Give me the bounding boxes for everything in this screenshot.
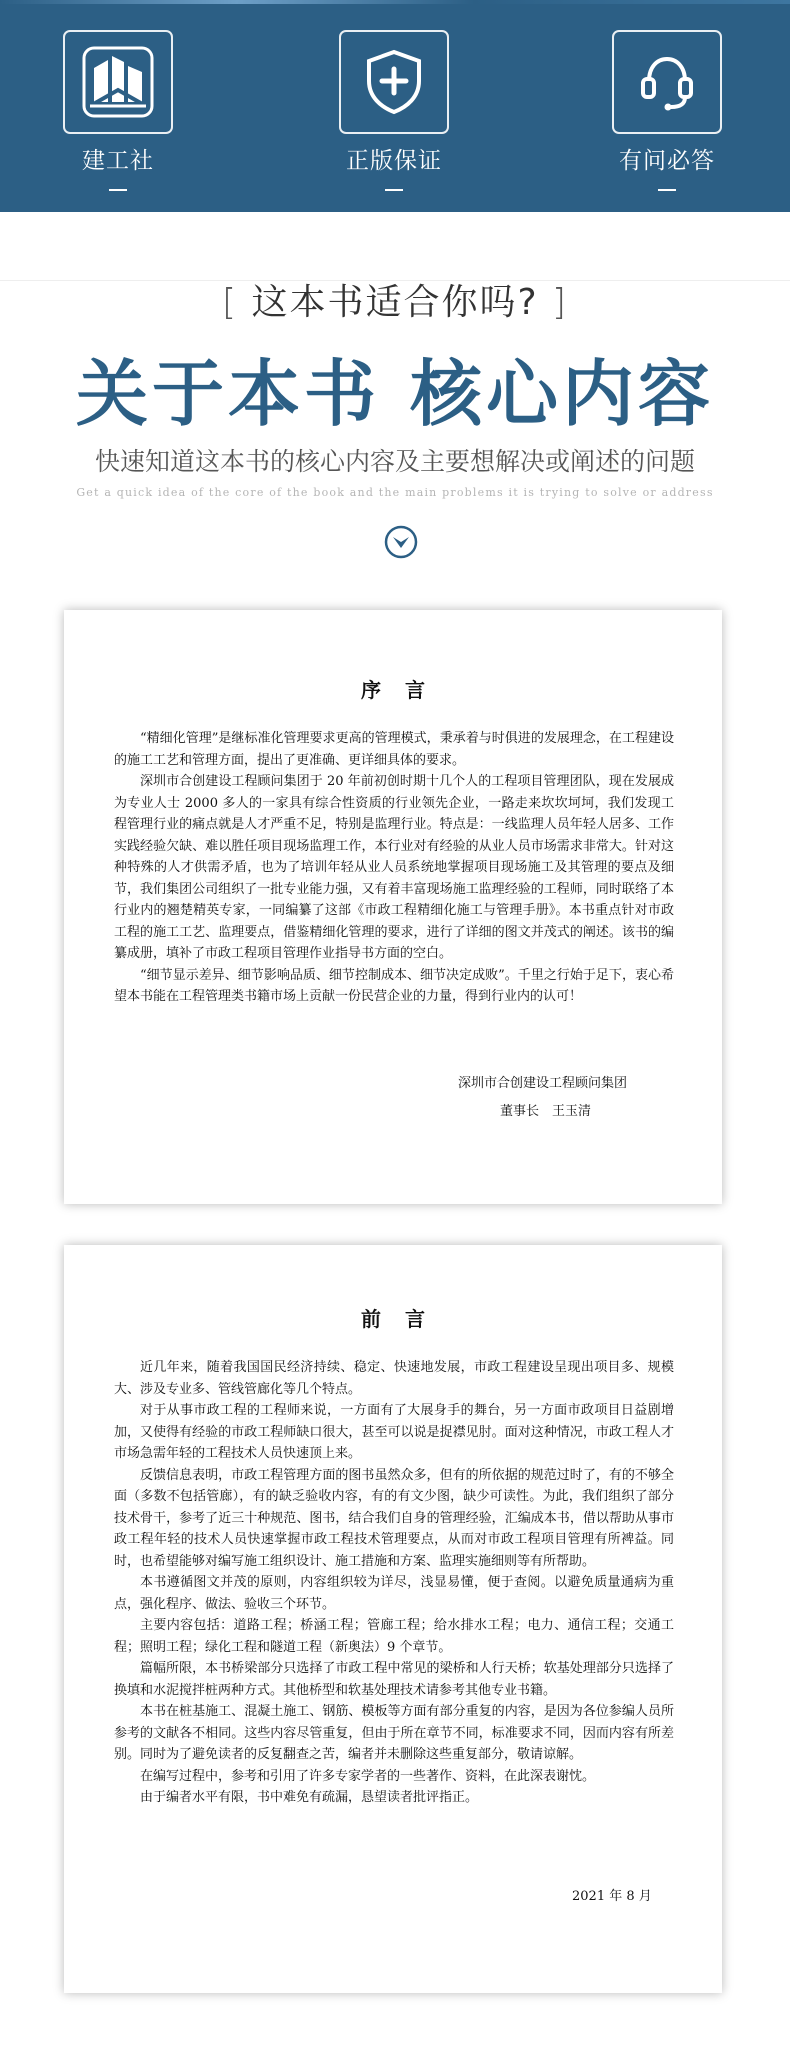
preface-title: 序言 (361, 678, 449, 702)
headset-icon (612, 30, 722, 134)
main-title-left: 关于本书 (75, 351, 380, 436)
feature-publisher (63, 30, 173, 191)
shield-plus-icon (339, 30, 449, 134)
foreword-paragraph: 本书在桩基施工、混凝土施工、钢筋、模板等方面有部分重复的内容，是因为各位参编人员所参考的文献各不相同。这些内容尽管重复，但由于所在章节不同，标准要求不同，因而内容有所差别。同时为了避免读者的反复翻查之苦，编者并未删除这些重复部分，敬请谅解。 (114, 1704, 674, 1762)
question-text: 这本书适合你吗? (251, 282, 539, 323)
feature-label: 建工社 (82, 148, 154, 174)
right-bracket: ] (538, 282, 569, 323)
foreword-page (64, 1245, 722, 1993)
banner-accent-line (0, 0, 790, 4)
foreword-paragraph: 对于从事市政工程的工程师来说，一方面有了大展身手的舞台，另一方面市政项目日益剧增加，又使得有经验的市政工程师缺口很大，甚至可以说是捉襟见肘。面对这种情况，市政工程人才市场急需年轻的工程技术人员快速顶上来。 (114, 1403, 674, 1461)
foreword-paragraph: 篇幅所限，本书桥梁部分只选择了市政工程中常见的梁桥和人行天桥；软基处理部分只选择了换填和水泥搅拌桩两种方式。其他桥型和软基处理技术请参考其他专业书籍。 (114, 1661, 674, 1698)
separator-band (0, 212, 790, 281)
subtitle-chinese: 快速知道这本书的核心内容及主要想解决或阐述的问题 (94, 447, 695, 476)
feature-label: 正版保证 (346, 148, 442, 174)
preface-paragraph: 深圳市合创建设工程顾问集团于 20 年前初创时期十几个人的工程项目管理团队，现在发展成为专业人士 2000 多人的一家具有综合性资质的行业领先企业，一路走来坎坎坷坷，我们发现工程管理行业的痛点就是人才严重不足，特别是监理行业。特点是：一线监理人员年轻人居多、工作实践经验欠缺、难以胜任项目现场监理工作，本行业对有经验的从业人员市场需求非常大。针对这种特殊的人才供需矛盾，也为了培训年轻从业人员系统地掌握项目现场施工及其管理的要点及细节，我们集团公司组织了一批专业能力强，又有着丰富现场施工监理经验的工程师，同时联络了本行业内的翘楚精英专家，一同编纂了这部《市政工程精细化施工与管理手册》。本书重点针对市政工程的施工工艺、监理要点，借鉴精细化管理的要求，进行了详细的图文并茂式的阐述。该书的编纂成册，填补了市政工程项目管理作业指导书方面的空白。 (114, 774, 674, 961)
main-title (0, 336, 790, 440)
foreword-paragraph: 近几年来，随着我国国民经济持续、稳定、快速地发展，市政工程建设呈现出项目多、规模大、涉及专业多、管线管廊化等几个特点。 (114, 1360, 674, 1397)
feature-genuine (339, 30, 449, 191)
chevron-down-icon (384, 525, 418, 559)
main-title-right: 核心内容 (410, 351, 715, 436)
feature-label: 有问必答 (619, 148, 715, 174)
foreword-body (114, 1357, 674, 1809)
foreword-paragraph: 主要内容包括：道路工程；桥涵工程；管廊工程；给水排水工程；电力、通信工程；交通工程；照明工程；绿化工程和隧道工程（新奥法）9 个章节。 (114, 1618, 674, 1655)
subtitle-english: Get a quick idea of the core of the book and the main problems it is trying to solve or address (76, 486, 714, 499)
foreword-paragraph: 在编写过程中，参考和引用了许多专家学者的一些著作、资料，在此深表谢忱。 (140, 1768, 596, 1784)
preface-signature-org: 深圳市合创建设工程顾问集团 (458, 1076, 628, 1091)
preface-signature-person: 董事长 王玉清 (500, 1104, 592, 1119)
left-bracket: [ (221, 282, 252, 323)
preface-paragraph: “精细化管理”是继标准化管理要求更高的管理模式，秉承着与时俱进的发展理念，在工程建设的施工工艺和管理方面，提出了更准确、更详细具体的要求。 (114, 731, 674, 768)
preface-paragraph: “细节显示差异、细节影响品质、细节控制成本、细节决定成败”。千里之行始于足下，衷心希望本书能在工程管理类书籍市场上贡献一份民营企业的力量，得到行业内的认可！ (114, 967, 674, 1004)
foreword-paragraph: 反馈信息表明，市政工程管理方面的图书虽然众多，但有的所依据的规范过时了，有的不够全面（多数不包括管廊），有的缺乏验收内容，有的有文少图，缺少可读性。为此，我们组织了部分技术骨干，参考了近三十种规范、图书，结合我们自身的管理经验，汇编成本书，借以帮助从事市政工程年轻的技术人员快速掌握市政工程技术管理要点，从而对市政工程项目管理有所裨益。同时，也希望能够对编写施工组织设计、施工措施和方案、监理实施细则等有所帮助。 (114, 1467, 674, 1569)
top-banner (0, 0, 790, 212)
foreword-paragraph: 本书遵循图文并茂的原则，内容组织较为详尽，浅显易懂，便于查阅。以避免质量通病为重点，强化程序、做法、验收三个环节。 (114, 1575, 674, 1612)
preface-page (64, 610, 722, 1204)
preface-body (114, 728, 674, 1008)
foreword-paragraph: 由于编者水平有限，书中难免有疏漏，恳望读者批评指正。 (140, 1790, 479, 1805)
building-logo-icon (63, 30, 173, 134)
feature-support (612, 30, 722, 191)
feature-dash (658, 189, 676, 191)
feature-dash (109, 189, 127, 191)
foreword-date: 2021 年 8 月 (572, 1889, 652, 1904)
foreword-title: 前言 (361, 1307, 449, 1331)
question-heading (0, 274, 790, 325)
feature-dash (385, 189, 403, 191)
